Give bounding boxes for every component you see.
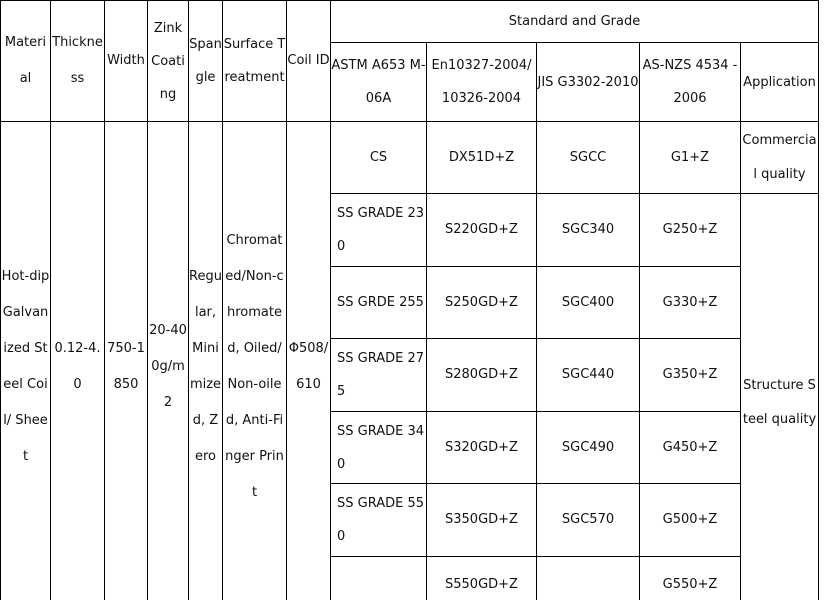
cell-jis [537,557,640,600]
header-width: Width [105,1,148,122]
cell-en: S220GD+Z [427,194,537,267]
header-jis: JIS G3302-2010 [537,43,640,122]
cell-jis: SGC490 [537,412,640,484]
cell-asnzs: G250+Z [640,194,741,267]
cell-jis: SGC440 [537,339,640,412]
cell-asnzs: G350+Z [640,339,741,412]
cell-asnzs: G450+Z [640,412,741,484]
cell-width: 750-1850 [105,122,148,600]
cell-astm: CS [331,122,427,194]
cell-application-commercial: Commercial quality [741,122,819,194]
cell-jis: SGC340 [537,194,640,267]
cell-thickness: 0.12-4.0 [51,122,105,600]
header-standard-and-grade: Standard and Grade [331,1,819,43]
cell-astm: SS GRADE 230 [331,194,427,267]
header-asnzs: AS-NZS 4534 -2006 [640,43,741,122]
cell-en: S250GD+Z [427,267,537,339]
cell-astm: SS GRADE 275 [331,339,427,412]
header-thickness: Thickness [51,1,105,122]
cell-asnzs: G1+Z [640,122,741,194]
cell-coil-id: Φ508/610 [287,122,331,600]
cell-astm: SS GRADE 340 [331,412,427,484]
cell-en: S550GD+Z [427,557,537,600]
cell-asnzs: G500+Z [640,484,741,557]
header-material: Material [1,1,51,122]
header-en: En10327-2004/ 10326-2004 [427,43,537,122]
header-astm: ASTM A653 M-06A [331,43,427,122]
cell-asnzs: G550+Z [640,557,741,600]
header-surface-treatment: Surface Treatment [223,1,287,122]
cell-en: S320GD+Z [427,412,537,484]
cell-en: S280GD+Z [427,339,537,412]
cell-material: Hot-dip Galvanized Steel Coil/ Sheet [1,122,51,600]
cell-astm: SS GRADE 550 [331,484,427,557]
header-row-top [1,1,819,43]
cell-jis: SGCC [537,122,640,194]
header-zinc-coating: Zink Coating [148,1,189,122]
cell-jis: SGC570 [537,484,640,557]
cell-astm: SS GRDE 255 [331,267,427,339]
header-spangle: Spangle [189,1,223,122]
cell-astm [331,557,427,600]
header-coil-id: Coil ID [287,1,331,122]
cell-spangle: Regular, Minimized, Zero [189,122,223,600]
cell-asnzs: G330+Z [640,267,741,339]
table-row [1,122,819,194]
cell-jis: SGC400 [537,267,640,339]
cell-en: S350GD+Z [427,484,537,557]
cell-surface-treatment: Chromated/Non-chromated, Oiled/Non-oiled, Anti-Finger Print [223,122,287,600]
cell-zinc-coating: 20-400g/m2 [148,122,189,600]
cell-en: DX51D+Z [427,122,537,194]
header-application: Application [741,43,819,122]
cell-application-structure: Structure Steel quality [741,194,819,600]
